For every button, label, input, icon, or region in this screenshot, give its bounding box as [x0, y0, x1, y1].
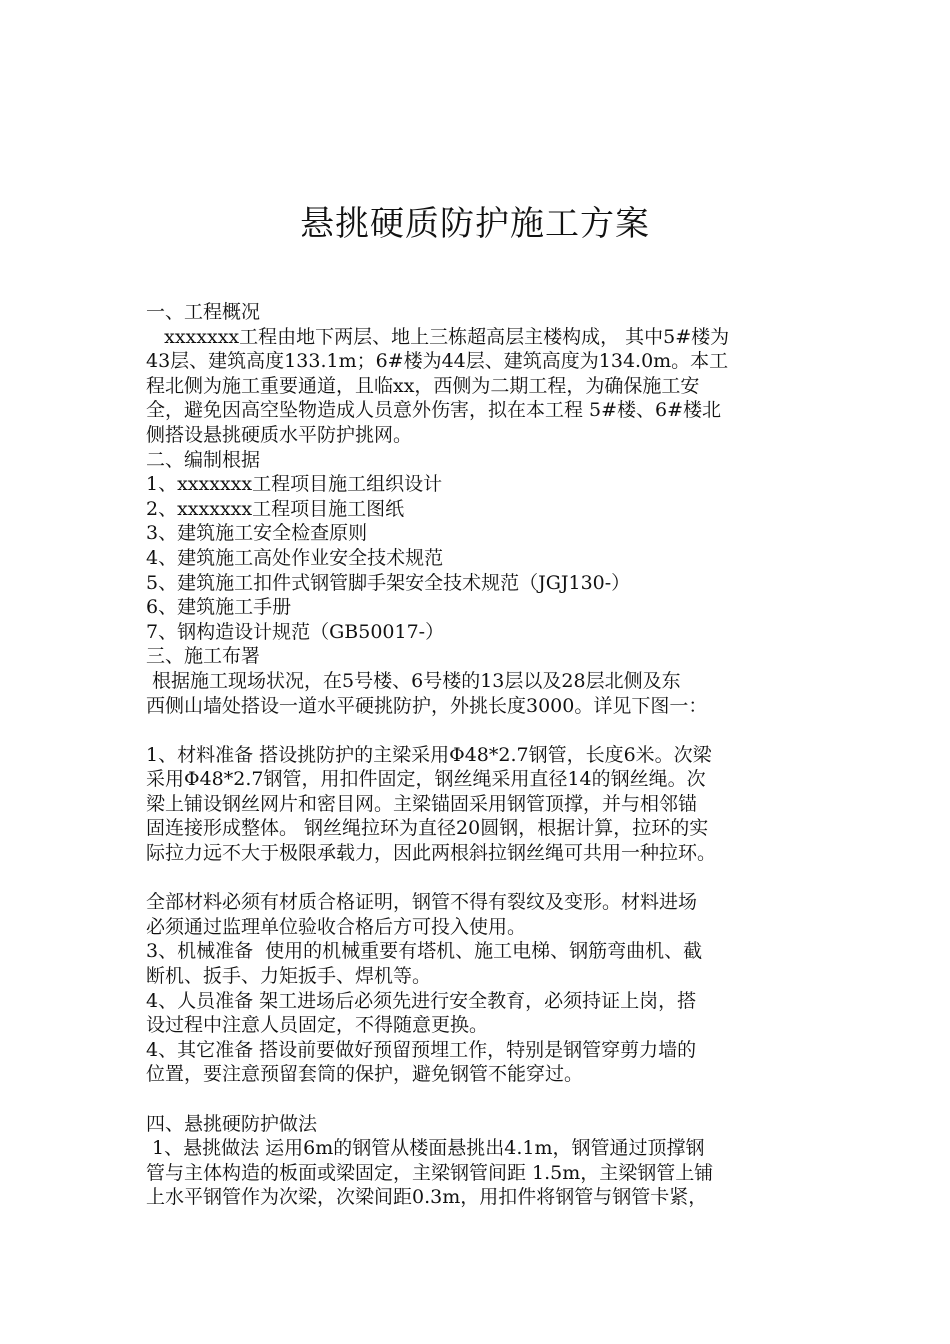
blank-line — [146, 718, 826, 743]
paragraph-line: 断机、扳手、力矩扳手、焊机等。 — [146, 965, 432, 988]
blank-line — [146, 866, 826, 891]
paragraph-line: 1、材料准备 搭设挑防护的主梁采用Φ48*2.7钢管，长度6米。次梁 — [146, 743, 712, 766]
paragraph-line: 4、人员准备 架工进场后必须先进行安全教育，必须持证上岗，搭 — [146, 989, 697, 1012]
paragraph-line: 程北侧为施工重要通道，且临xx，西侧为二期工程，为确保施工安 — [146, 374, 700, 397]
paragraph-line: 全部材料必须有材质合格证明，钢管不得有裂纹及变形。材料进场 — [146, 891, 698, 914]
paragraph-line: 全，避免因高空坠物造成人员意外伤害，拟在本工程 5#楼、6#楼北 — [146, 399, 722, 422]
paragraph-line: 设过程中注意人员固定，不得随意更换。 — [146, 1014, 489, 1037]
blank-line — [146, 1087, 826, 1112]
paragraph-line: 必须通过监理单位验收合格后方可投入使用。 — [146, 915, 527, 938]
list-item: 6、建筑施工手册 — [146, 596, 292, 619]
section-heading-overview: 一、工程概况 — [146, 301, 261, 323]
paragraph-line: 西侧山墙处搭设一道水平硬挑防护，外挑长度3000。详见下图一： — [146, 694, 708, 717]
paragraph-line: xxxxxxx工程由地下两层、地上三栋超高层主楼构成， 其中5#楼为 — [146, 325, 730, 348]
list-item: 7、钢构造设计规范（GB50017-） — [146, 620, 445, 643]
list-item: 5、建筑施工扣件式钢管脚手架安全技术规范（JGJ130-） — [146, 571, 631, 594]
paragraph-line: 根据施工现场状况，在5号楼、6号楼的13层以及28层北侧及东 — [146, 669, 681, 692]
paragraph-line: 侧搭设悬挑硬质水平防护挑网。 — [146, 423, 413, 446]
document-body — [146, 300, 826, 1210]
list-item: 2、xxxxxxx工程项目施工图纸 — [146, 497, 405, 520]
document-title: 悬挑硬质防护施工方案 — [300, 204, 650, 244]
section-heading-method: 四、悬挑硬防护做法 — [146, 1112, 318, 1135]
paragraph-line: 固连接形成整体。 钢丝绳拉环为直径20圆钢，根据计算，拉环的实 — [146, 817, 709, 840]
paragraph-line: 位置，要注意预留套筒的保护，避免钢管不能穿过。 — [146, 1063, 584, 1086]
paragraph-line: 际拉力远不大于极限承载力，因此两根斜拉钢丝绳可共用一种拉环。 — [146, 842, 717, 865]
list-item: 4、建筑施工高处作业安全技术规范 — [146, 546, 444, 569]
paragraph-line: 采用Φ48*2.7钢管，用扣件固定，钢丝绳采用直径14的钢丝绳。次 — [146, 768, 706, 791]
paragraph-line: 上水平钢管作为次梁，次梁间距0.3m，用扣件将钢管与钢管卡紧， — [146, 1186, 708, 1209]
section-heading-basis: 二、编制根据 — [146, 448, 261, 471]
paragraph-line: 1、悬挑做法 运用6m的钢管从楼面悬挑出4.1m，钢管通过顶撑钢 — [146, 1137, 705, 1160]
section-heading-deployment: 三、施工布署 — [146, 645, 261, 668]
paragraph-line: 管与主体构造的板面或梁固定，主梁钢管间距 1.5m，主梁钢管上铺 — [146, 1161, 714, 1184]
paragraph-line: 3、机械准备 使用的机械重要有塔机、施工电梯、钢筋弯曲机、截 — [146, 940, 703, 963]
paragraph-line: 43层、建筑高度133.1m；6#楼为44层、建筑高度为134.0m。本工 — [146, 350, 729, 373]
paragraph-line: 梁上铺设钢丝网片和密目网。主梁锚固采用钢管顶撑，并与相邻锚 — [146, 792, 698, 815]
list-item: 1、xxxxxxx工程项目施工组织设计 — [146, 473, 443, 496]
paragraph-line: 4、其它准备 搭设前要做好预留预埋工作，特别是钢管穿剪力墙的 — [146, 1038, 697, 1061]
list-item: 3、建筑施工安全检查原则 — [146, 522, 368, 545]
